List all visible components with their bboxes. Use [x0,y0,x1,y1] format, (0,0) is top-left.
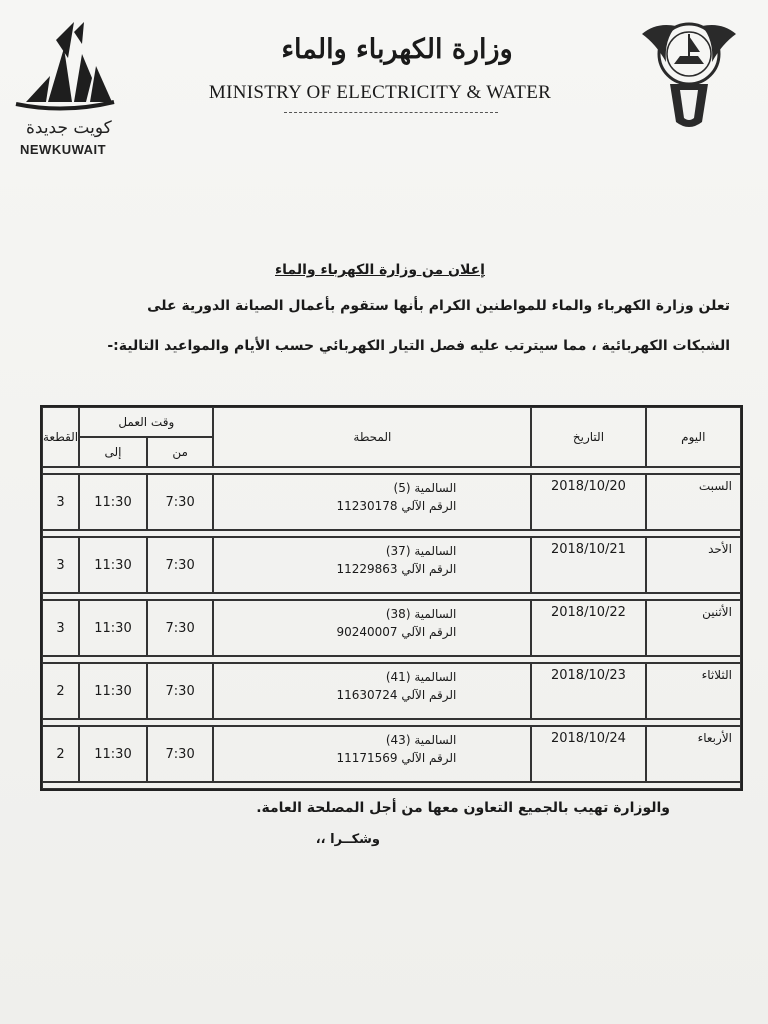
table-spacer [42,530,741,537]
table-row [42,663,741,719]
row-station [213,726,531,782]
table-row [42,474,741,530]
row-from: 7:30 [147,726,214,782]
logo-text-arabic: كويت جديدة [26,118,112,138]
row-section: 2 [42,726,79,782]
row-date: 2018/10/23 [531,663,645,719]
header-from: من [147,437,214,467]
row-to: 11:30 [79,663,147,719]
station-name: السالمية (43) [385,733,457,747]
row-to: 11:30 [79,537,147,593]
station-code: الرقم الآلي 11171569 [336,751,457,765]
ministry-title-english: MINISTRY OF ELECTRICITY & WATER [208,82,552,103]
table-spacer [42,782,741,789]
announcement-heading: إعلان من وزارة الكهرباء والماء [275,262,485,278]
row-to: 11:30 [79,726,147,782]
header-to: إلى [79,437,147,467]
kuwait-emblem-icon [636,4,742,132]
row-day: الأحد [646,537,741,593]
table-spacer [42,593,741,600]
schedule-table [40,405,743,791]
row-date: 2018/10/20 [531,474,645,530]
row-to: 11:30 [79,600,147,656]
station-name: السالمية (37) [385,544,457,558]
row-station [213,537,531,593]
row-section: 3 [42,474,79,530]
row-section: 2 [42,663,79,719]
ministry-title-arabic: وزارة الكهرباء والماء [281,34,513,65]
row-from: 7:30 [147,663,214,719]
table-spacer [42,719,741,726]
station-code: الرقم الآلي 11229863 [336,562,457,576]
new-kuwait-logo [6,18,124,157]
table-header-row [42,407,741,437]
footer-appeal: والوزارة تهيب بالجميع التعاون معها من أجل المصلحة العامة. [256,800,670,816]
header-station: المحطة [213,407,531,467]
row-date: 2018/10/22 [531,600,645,656]
footer-thanks: وشكــرا ،، [315,832,380,847]
row-from: 7:30 [147,537,214,593]
row-section: 3 [42,537,79,593]
announcement-line-2: الشبكات الكهربائية ، مما سيترتب عليه فصل التيار الكهربائي حسب الأيام والمواعيد التالية:- [107,338,730,354]
station-code: الرقم الآلي 11630724 [336,688,457,702]
station-name: السالمية (41) [385,670,457,684]
table-row [42,600,741,656]
row-day: الأثنين [646,600,741,656]
table-row [42,726,741,782]
table-row [42,537,741,593]
row-section: 3 [42,600,79,656]
row-station [213,600,531,656]
header-section: القطعة [42,407,79,467]
table-spacer [42,467,741,474]
row-from: 7:30 [147,600,214,656]
row-station [213,474,531,530]
title-underline [284,112,498,113]
row-to: 11:30 [79,474,147,530]
row-date: 2018/10/24 [531,726,645,782]
row-day: الثلاثاء [646,663,741,719]
row-date: 2018/10/21 [531,537,645,593]
logo-text-english: NEWKUWAIT [20,142,107,157]
row-day: الأربعاء [646,726,741,782]
station-code: الرقم الآلي 90240007 [336,625,457,639]
row-from: 7:30 [147,474,214,530]
header-work-time: وقت العمل [79,407,213,437]
header-day: اليوم [646,407,741,467]
row-station [213,663,531,719]
station-name: السالمية (38) [385,607,457,621]
header-date: التاريخ [531,407,645,467]
table-spacer [42,656,741,663]
station-code: الرقم الآلي 11230178 [336,499,457,513]
new-kuwait-logo-icon [12,18,116,114]
station-name: السالمية (5) [393,481,457,495]
announcement-line-1: تعلن وزارة الكهرباء والماء للمواطنين الكرام بأنها ستقوم بأعمال الصيانة الدورية على [147,298,730,314]
row-day: السبت [646,474,741,530]
kuwait-emblem [636,4,742,132]
